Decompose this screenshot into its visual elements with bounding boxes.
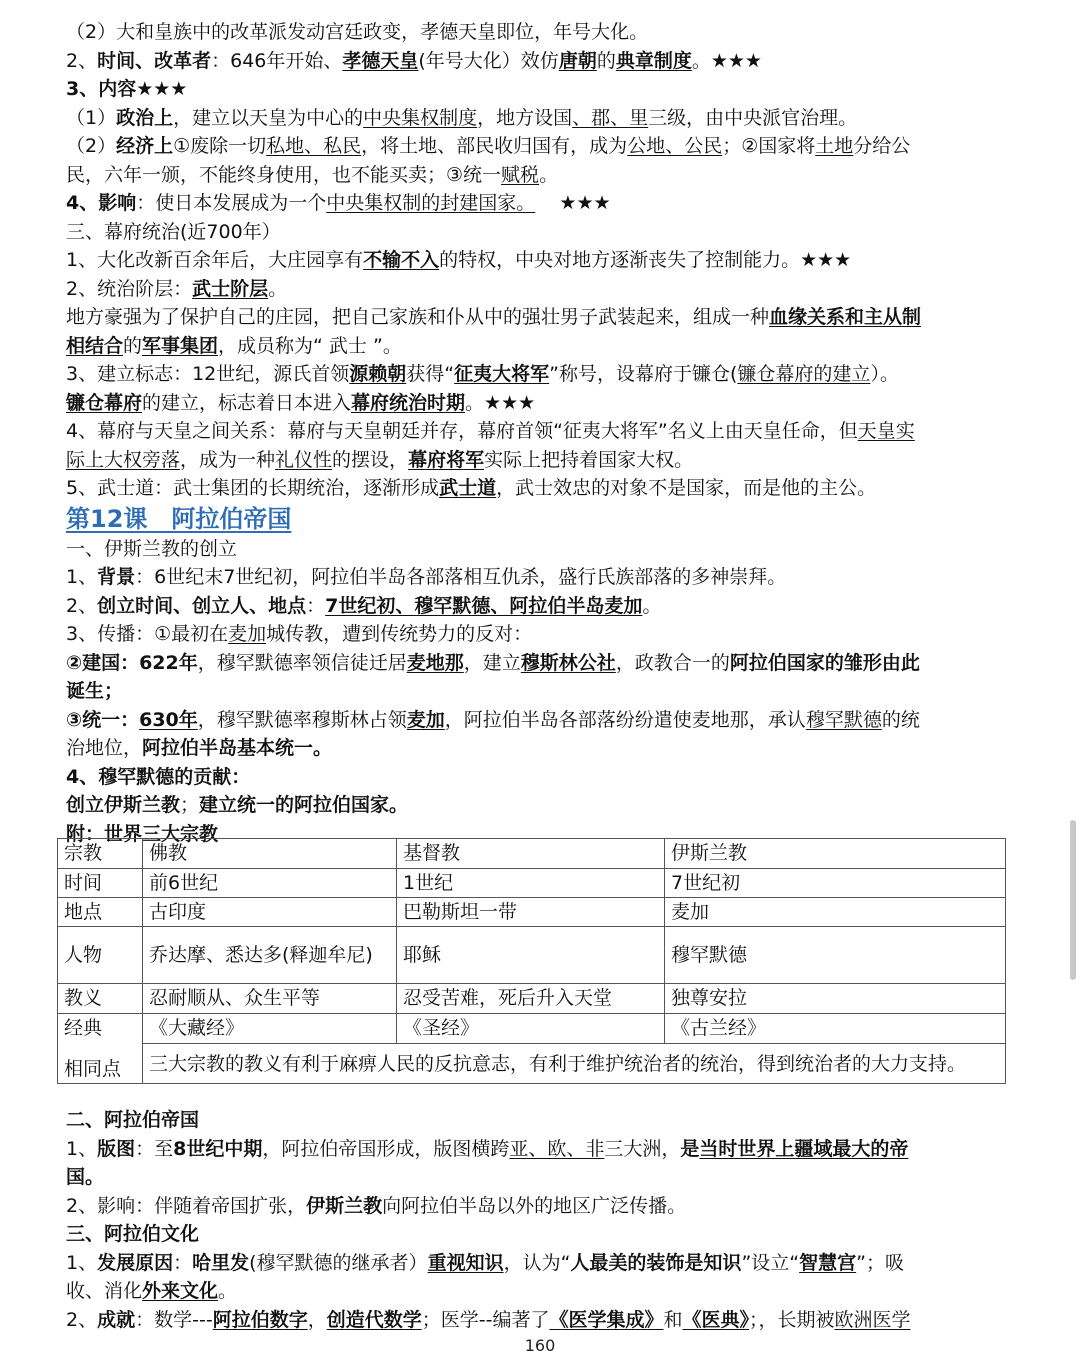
- text-span: 4、影响: [66, 192, 137, 214]
- text-span: 亚、欧、非: [509, 1137, 605, 1160]
- text-span: 。★★★: [465, 391, 536, 414]
- text-span: 。: [539, 163, 559, 186]
- text-span: 发展原因: [97, 1251, 174, 1274]
- text-span: 二、阿拉伯帝国: [66, 1109, 200, 1131]
- section-heading: [66, 218, 1016, 247]
- text-span: 私地、私民: [266, 135, 362, 157]
- text-span: 3、内容★★★: [66, 78, 188, 100]
- text-span: ③统一：: [66, 708, 140, 731]
- text-span: 三级，由中央派官治理。: [648, 106, 858, 129]
- text-span: 的统: [881, 708, 920, 731]
- text-line: [66, 1306, 1016, 1335]
- text-span: ，穆罕默德率领信徒迁居: [197, 651, 407, 674]
- table-cell: 《大藏经》: [143, 1014, 397, 1044]
- text-span: ：646年开始、: [211, 49, 343, 72]
- text-span: （2）大和皇族中的改革派发动宫廷政变，孝德天皇即位，年号大化。: [66, 21, 649, 43]
- text-line: [66, 1277, 1016, 1306]
- text-span: 创立时间、创立人、地点: [97, 594, 307, 617]
- text-span: ，武士效忠的对象不是国家，而是他的主公。: [496, 477, 877, 499]
- text-span: 是: [680, 1137, 700, 1160]
- text-span: ：: [173, 1251, 193, 1274]
- text-span: ，成为一种: [180, 448, 276, 471]
- text-span: 的摆设，: [332, 448, 409, 471]
- text-span: 地方豪强为了保护自己的庄园，把自己家族和仆从中的强壮男子武装起来，组成一种: [66, 306, 770, 328]
- text-span: 1、大化改新百余年后，大庄园享有: [66, 249, 364, 271]
- document-body-continued: [66, 1106, 1016, 1334]
- table-row: [58, 839, 1006, 869]
- text-span: ；: [180, 794, 200, 816]
- text-span: 中央集权制的封建国家。: [326, 192, 536, 214]
- text-span: 分给公: [853, 135, 911, 157]
- text-span: 政治上: [116, 106, 174, 129]
- text-line: [66, 275, 1016, 304]
- table-row: [58, 1014, 1006, 1044]
- text-line: [66, 161, 1016, 190]
- text-line: [66, 649, 1016, 678]
- text-span: 民，六年一颁，不能终身使用，也不能买卖；③统一: [66, 163, 502, 186]
- text-span: （2）: [66, 135, 117, 157]
- table-header-cell: 宗教: [58, 839, 143, 869]
- text-span: 时间、改革者: [97, 49, 212, 72]
- text-span: 实际上把持着国家大权。: [484, 448, 694, 471]
- text-span: ，建立: [463, 651, 521, 674]
- text-span: 武士阶层: [192, 277, 269, 300]
- text-line: [66, 104, 1016, 133]
- text-span: ；医学--编著了: [421, 1308, 550, 1331]
- text-span: ：数学---: [135, 1308, 213, 1331]
- text-span: 征夷大将军: [454, 363, 550, 385]
- text-span: 麦地那: [406, 651, 464, 674]
- table-cell: 耶稣: [397, 927, 665, 984]
- text-line: [66, 189, 1016, 218]
- table-row: [58, 1044, 1006, 1084]
- text-span: ，成员称为“ 武士 ”。: [218, 334, 402, 357]
- text-span: 。: [642, 594, 662, 617]
- text-line: [66, 18, 1016, 47]
- text-span: 附：世界三大宗教: [66, 822, 219, 845]
- text-line: [66, 734, 1016, 763]
- text-span: 获得“: [406, 363, 455, 385]
- text-span: 2、: [66, 49, 98, 72]
- text-line: [66, 791, 1016, 820]
- text-span: 和: [663, 1308, 683, 1331]
- section-heading: [66, 1220, 1016, 1249]
- table-cell: 三大宗教的教义有利于麻痹人民的反抗意志，有利于维护统治者的统治，得到统治者的大力支持。: [143, 1044, 1006, 1084]
- text-span: ：至: [135, 1137, 174, 1160]
- text-line: [66, 360, 1016, 389]
- text-span: 镰仓幕府: [66, 391, 143, 414]
- text-span: 2、统治阶层：: [66, 277, 193, 300]
- text-span: ，认为“: [503, 1251, 571, 1274]
- text-line: [66, 474, 1016, 503]
- text-span: ，阿拉伯帝国形成，版图横跨: [262, 1137, 510, 1160]
- text-line: [66, 706, 1016, 735]
- text-span: ”设立“: [741, 1251, 800, 1274]
- text-span: 麦加: [228, 623, 267, 645]
- text-span: 镰仓幕府的建立: [737, 363, 871, 385]
- text-span: 2、: [66, 1308, 98, 1331]
- text-span: 麦加: [406, 708, 445, 731]
- table-cell: 《圣经》: [397, 1014, 665, 1044]
- text-span: 经典: [64, 1017, 103, 1039]
- religions-table: [57, 838, 1006, 1084]
- table-cell: 教义: [58, 984, 143, 1014]
- text-span: 国。: [66, 1166, 105, 1188]
- text-span: 源赖朝: [349, 363, 407, 385]
- table-cell: 前6世纪: [143, 869, 397, 898]
- text-span: 《医典》: [682, 1308, 749, 1331]
- table-cell: 《古兰经》: [665, 1014, 1006, 1044]
- text-line: [66, 563, 1016, 592]
- text-span: 三大洲，: [604, 1137, 681, 1160]
- text-span: 相同点: [64, 1058, 122, 1080]
- text-span: ，穆罕默德率穆斯林占领: [197, 708, 407, 731]
- table-row: [58, 898, 1006, 927]
- text-span: ”称号，设幕府于镰仓(: [549, 363, 738, 385]
- lesson-title: 第12课 阿拉伯帝国: [66, 504, 292, 533]
- text-span: 的: [596, 49, 616, 72]
- text-span: ，将土地、部民收归国有，成为: [361, 135, 628, 157]
- text-span: ，阿拉伯半岛各部落纷纷遣使麦地那，承认: [444, 708, 806, 731]
- text-span: 1、: [66, 1137, 98, 1160]
- text-span: ；②国家将: [722, 135, 816, 157]
- text-span: 3、建立标志：12世纪，源氏首领: [66, 363, 350, 385]
- text-span: 1、: [66, 566, 98, 588]
- text-span: 630年: [139, 708, 198, 731]
- text-span: 成就: [97, 1308, 136, 1331]
- text-span: 哈里发: [192, 1251, 250, 1274]
- text-span: ②建国：622年: [66, 651, 198, 674]
- document-body: [66, 18, 1016, 848]
- text-span: 际上大权旁落: [66, 448, 181, 471]
- text-span: 5、武士道：武士集团的长期统治，逐渐形成: [66, 477, 440, 499]
- table-row: [58, 869, 1006, 898]
- text-span: 收、消化: [66, 1280, 143, 1302]
- text-span: 欧洲医学: [834, 1308, 911, 1331]
- text-span: 4、穆罕默德的贡献：: [66, 765, 251, 788]
- text-span: 创立伊斯兰教: [66, 794, 181, 816]
- table-cell: 时间: [58, 869, 143, 898]
- text-span: 三、幕府统治(近700年）: [66, 220, 281, 243]
- table-cell: 忍耐顺从、众生平等: [143, 984, 397, 1014]
- text-span: 相结合: [66, 334, 124, 357]
- table-cell: 地点: [58, 898, 143, 927]
- text-span: 唐朝: [558, 49, 597, 72]
- table-cell: 古印度: [143, 898, 397, 927]
- text-span: 幕府统治时期: [351, 391, 466, 414]
- text-span: 礼仪性: [275, 448, 333, 471]
- text-line: [66, 303, 1016, 332]
- text-span: 7世纪初、穆罕默德、阿拉伯半岛麦加: [325, 594, 643, 617]
- text-span: 武士道: [439, 477, 497, 499]
- text-line: [66, 446, 1016, 475]
- text-line: [66, 389, 1016, 418]
- table-row: [58, 984, 1006, 1014]
- text-span: 孝德天皇: [342, 49, 419, 72]
- text-span: 一、伊斯兰教的创立: [66, 537, 238, 560]
- text-span: 血缘关系和主从制: [769, 306, 922, 328]
- scrollbar[interactable]: [1070, 820, 1076, 980]
- text-span: 伊斯兰教: [306, 1194, 383, 1217]
- text-span: ，政教合一的: [615, 651, 730, 674]
- text-span: 的建立，标志着日本进入: [142, 391, 352, 414]
- text-span: ；，长期被: [749, 1308, 835, 1331]
- table-header-cell: 伊斯兰教: [665, 839, 1006, 869]
- page-number: 160: [524, 1336, 556, 1355]
- text-span: 穆罕默德: [805, 708, 882, 731]
- table-cell: [58, 1014, 143, 1084]
- text-span: 智慧宫: [799, 1251, 857, 1274]
- text-span: 的: [123, 334, 143, 357]
- text-span: 版图: [97, 1137, 136, 1160]
- table-cell: 麦加: [665, 898, 1006, 927]
- text-span: 阿拉伯数字: [212, 1308, 308, 1331]
- table-cell: 乔达摩、悉达多(释迦牟尼): [143, 927, 397, 984]
- text-span: ”；吸: [856, 1251, 904, 1274]
- text-span: 8世纪中期: [173, 1137, 263, 1160]
- text-span: 。: [218, 1280, 238, 1302]
- text-span: 、郡、里: [572, 106, 649, 129]
- table-cell: 7世纪初: [665, 869, 1006, 898]
- text-line: [66, 677, 1016, 706]
- text-line: [66, 132, 1016, 161]
- text-span: 土地: [815, 135, 854, 157]
- text-span: ：使日本发展成为一个: [136, 192, 327, 214]
- table-header-cell: 佛教: [143, 839, 397, 869]
- text-span: 三、阿拉伯文化: [66, 1223, 200, 1245]
- section-heading: [66, 763, 1016, 792]
- text-span: 阿拉伯国家的雏形由此: [729, 651, 920, 674]
- text-span: (穆罕默德的继承者）: [249, 1251, 428, 1274]
- text-span: （1）: [66, 106, 117, 129]
- text-span: 背景: [97, 566, 136, 588]
- text-span: 重视知识: [427, 1251, 504, 1274]
- text-span: 2、: [66, 594, 98, 617]
- text-span: 公地、公民: [627, 135, 723, 157]
- text-span: 创造代数学: [326, 1308, 422, 1331]
- section-heading: [66, 75, 1016, 104]
- text-span: 当时世界上疆域最大的帝: [699, 1137, 909, 1160]
- text-line: [66, 47, 1016, 76]
- text-line: [66, 417, 1016, 446]
- text-span: 典章制度: [615, 49, 692, 72]
- text-span: 建立统一的阿拉伯国家。: [199, 794, 409, 816]
- text-line: [66, 620, 1016, 649]
- text-span: 阿拉伯半岛基本统一。: [142, 737, 333, 759]
- text-span: 向阿拉伯半岛以外的地区广泛传播。: [382, 1194, 687, 1217]
- text-span: 天皇实: [857, 420, 915, 442]
- text-span: 1、: [66, 1251, 98, 1274]
- text-span: ，地方设国: [477, 106, 573, 129]
- text-line: [66, 1249, 1016, 1278]
- text-span: 城传教，遭到传统势力的反对：: [266, 623, 533, 645]
- table-cell: 穆罕默德: [665, 927, 1006, 984]
- text-span: 4、幕府与天皇之间关系：幕府与天皇朝廷并存，幕府首领“征夷大将军”名义上由天皇任命，但: [66, 420, 858, 442]
- section-heading: [66, 535, 1016, 564]
- text-line: [66, 1163, 1016, 1192]
- text-span: 诞生；: [66, 680, 124, 702]
- text-span: ，建立以天皇为中心的: [173, 106, 364, 129]
- text-span: ★★★: [535, 192, 611, 214]
- text-span: 军事集团: [142, 334, 219, 357]
- text-span: 。★★★: [691, 49, 762, 72]
- text-span: (年号大化）效仿: [418, 49, 559, 72]
- text-span: ，: [307, 1308, 327, 1331]
- text-span: ：: [306, 594, 326, 617]
- text-span: 外来文化: [142, 1280, 219, 1302]
- table-cell: 人物: [58, 927, 143, 984]
- text-span: ）。: [870, 363, 899, 385]
- section-heading: [66, 1106, 1016, 1135]
- table-cell: 1世纪: [397, 869, 665, 898]
- text-span: ①废除一切: [173, 135, 267, 157]
- text-span: 。: [268, 277, 288, 300]
- text-span: 的特权，中央对地方逐渐丧失了控制能力。★★★: [439, 249, 852, 271]
- text-span: 赋税: [501, 163, 540, 186]
- table-header-cell: 基督教: [397, 839, 665, 869]
- text-span: 3、传播：①最初在: [66, 623, 229, 645]
- text-span: 《医学集成》: [549, 1308, 664, 1331]
- text-span: 中央集权制度: [363, 106, 478, 129]
- text-line: [66, 1192, 1016, 1221]
- text-line: [66, 246, 1016, 275]
- text-line: [66, 592, 1016, 621]
- text-span: ：6世纪末7世纪初，阿拉伯半岛各部落相互仇杀，盛行氏族部落的多神崇拜。: [135, 566, 787, 588]
- table-cell: 独尊安拉: [665, 984, 1006, 1014]
- text-span: 不输不入: [363, 249, 440, 271]
- table-row: [58, 927, 1006, 984]
- text-line: [66, 1135, 1016, 1164]
- text-span: 人最美的装饰是知识: [570, 1251, 742, 1274]
- text-span: 2、影响：伴随着帝国扩张，: [66, 1194, 307, 1217]
- text-span: 经济上: [116, 135, 174, 157]
- table-cell: 忍受苦难，死后升入天堂: [397, 984, 665, 1014]
- text-span: 幕府将军: [408, 448, 485, 471]
- text-span: 治地位，: [66, 737, 143, 759]
- table-cell: 巴勒斯坦一带: [397, 898, 665, 927]
- text-line: [66, 332, 1016, 361]
- text-span: 穆斯林公社: [520, 651, 616, 674]
